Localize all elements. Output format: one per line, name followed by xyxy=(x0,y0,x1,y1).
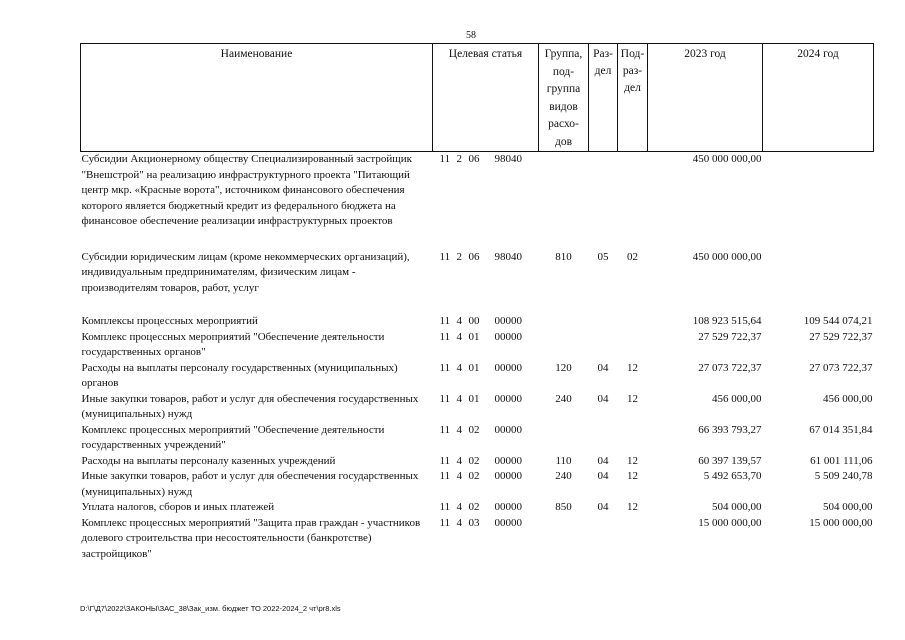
row-2023: 108 923 515,64 xyxy=(692,315,762,327)
target-code-part: 02 xyxy=(468,423,480,436)
row-2023: 450 000 000,00 xyxy=(692,250,762,263)
row-name: Иные закупки товаров, работ и услуг для обеспечения государственных (муниципальных) нужд xyxy=(81,470,419,498)
row-name: Расходы на выплаты персоналу казенных учреждений xyxy=(81,454,336,467)
row-2023: 5 492 653,70 xyxy=(703,470,762,482)
target-code-part: 4 xyxy=(456,361,462,374)
row-name: Уплата налогов, сборов и иных платежей xyxy=(81,501,275,513)
header-section: Раз- дел xyxy=(589,44,618,152)
row-subsection xyxy=(618,423,648,454)
target-code-part: 4 xyxy=(456,501,462,513)
row-group: 120 xyxy=(555,361,572,374)
row-name: Субсидии юридическим лицам (кроме некоммерческих организаций), индивидуальным предпринимателям, физическим лицам - производителям товаров, работ, услуг xyxy=(81,250,410,294)
target-code-part: 4 xyxy=(456,392,462,405)
target-code-part: 00 xyxy=(468,315,480,327)
row-group xyxy=(539,330,589,361)
row-group: 810 xyxy=(555,250,572,263)
row-group xyxy=(539,152,589,230)
target-code-part: 4 xyxy=(456,470,462,482)
row-2023: 450 000 000,00 xyxy=(692,153,762,165)
row-spacer-cell xyxy=(81,296,874,314)
row-section xyxy=(589,516,618,563)
row-spacer xyxy=(81,230,874,250)
target-code-part: 00000 xyxy=(494,470,522,482)
target-code-part: 11 xyxy=(439,250,451,263)
target-code-part: 06 xyxy=(468,250,480,263)
table-row xyxy=(81,469,874,500)
row-section: 04 xyxy=(597,454,609,467)
table-body xyxy=(81,152,874,563)
row-2024: 109 544 074,21 xyxy=(803,315,873,327)
target-code-part: 11 xyxy=(439,454,451,467)
row-name: Иные закупки товаров, работ и услуг для обеспечения государственных (муниципальных) нужд xyxy=(81,392,419,420)
row-subsection: 12 xyxy=(627,501,638,513)
target-code-part: 11 xyxy=(439,315,451,327)
target-code-part: 4 xyxy=(456,423,462,436)
row-subsection xyxy=(618,314,648,330)
table-row xyxy=(81,152,874,230)
row-2024: 27 529 722,37 xyxy=(809,330,873,343)
row-section: 05 xyxy=(597,250,609,263)
table-row xyxy=(81,314,874,330)
row-2023: 66 393 793,27 xyxy=(698,423,762,436)
target-code-part: 98040 xyxy=(494,153,522,165)
target-code-part: 00000 xyxy=(494,392,522,405)
row-2024: 61 001 111,06 xyxy=(810,454,873,467)
row-2024: 504 000,00 xyxy=(823,501,873,513)
row-2024: 67 014 351,84 xyxy=(809,423,873,436)
row-2024 xyxy=(763,250,874,297)
row-target-code xyxy=(433,500,539,516)
row-2024: 15 000 000,00 xyxy=(809,516,873,529)
row-target-code xyxy=(433,152,539,230)
header-2023: 2023 год xyxy=(648,44,763,152)
table-header-row xyxy=(81,44,874,152)
row-target-code xyxy=(433,469,539,500)
row-section: 04 xyxy=(597,501,609,513)
target-code-part: 2 xyxy=(456,153,462,165)
row-target-code xyxy=(433,330,539,361)
target-code-part: 00000 xyxy=(494,315,522,327)
target-code-part: 01 xyxy=(468,330,480,343)
table-row xyxy=(81,423,874,454)
row-group: 240 xyxy=(555,470,572,482)
row-2023: 504 000,00 xyxy=(712,501,762,513)
row-group xyxy=(539,423,589,454)
target-code-part: 11 xyxy=(439,392,451,405)
row-section xyxy=(589,330,618,361)
row-target-code xyxy=(433,392,539,423)
target-code-part: 11 xyxy=(439,501,451,513)
target-code-part: 11 xyxy=(439,516,451,529)
row-section xyxy=(589,314,618,330)
row-subsection xyxy=(618,516,648,563)
row-name: Комплексы процессных мероприятий xyxy=(81,315,258,327)
row-section xyxy=(589,152,618,230)
row-2023: 60 397 139,57 xyxy=(698,454,762,467)
target-code-part: 11 xyxy=(439,361,451,374)
page-number: 58 xyxy=(466,30,476,41)
row-group: 110 xyxy=(555,454,572,467)
table-row xyxy=(81,500,874,516)
row-2023: 27 529 722,37 xyxy=(698,330,762,343)
row-name: Комплекс процессных мероприятий "Обеспечение деятельности государственных учреждений" xyxy=(81,423,385,451)
row-group xyxy=(539,314,589,330)
target-code-part: 00000 xyxy=(494,516,522,529)
target-code-part: 02 xyxy=(468,454,480,467)
row-target-code xyxy=(433,454,539,470)
row-name: Комплекс процессных мероприятий "Обеспечение деятельности государственных органов" xyxy=(81,330,385,358)
table-row xyxy=(81,330,874,361)
target-code-part: 4 xyxy=(456,330,462,343)
row-subsection xyxy=(618,330,648,361)
row-2024 xyxy=(763,152,874,230)
row-section: 04 xyxy=(597,392,609,405)
row-target-code xyxy=(433,423,539,454)
row-target-code xyxy=(433,516,539,563)
row-subsection: 12 xyxy=(627,392,638,405)
budget-table xyxy=(80,43,874,562)
footer-file-path: D:\Г\Д7\2022\ЗАКОНЫ\ЗАС_38\Зак_изм. бюджет ТО 2022-2024_2 чт\pr8.xls xyxy=(80,604,341,613)
target-code-part: 00000 xyxy=(494,501,522,513)
row-subsection xyxy=(618,152,648,230)
target-code-part: 00000 xyxy=(494,330,522,343)
row-section xyxy=(589,423,618,454)
target-code-part: 02 xyxy=(468,470,480,482)
row-spacer xyxy=(81,296,874,314)
header-name: Наименование xyxy=(81,44,433,152)
row-name: Субсидии Акционерному обществу Специализированный застройщик "Внешстрой" на реализацию инфраструктурного проекта "Питающий центр мкр. «Красные ворота", источником финансового обеспечения которого является бюджетный кредит из федерального бюджета на финансовое обеспечение реализации инфраструктурных проектов xyxy=(81,153,412,227)
header-subsection: Под- раз- дел xyxy=(618,44,648,152)
row-group xyxy=(539,516,589,563)
row-subsection: 02 xyxy=(627,250,638,263)
row-subsection: 12 xyxy=(627,361,638,374)
row-name: Комплекс процессных мероприятий "Защита прав граждан - участников долевого строительства при несостоятельности (банкротстве) застройщиков" xyxy=(81,516,421,560)
row-group: 850 xyxy=(555,501,572,513)
row-group: 240 xyxy=(555,392,572,405)
target-code-part: 06 xyxy=(468,153,480,165)
table-row xyxy=(81,361,874,392)
row-target-code xyxy=(433,314,539,330)
row-section: 04 xyxy=(597,361,609,374)
target-code-part: 11 xyxy=(439,330,451,343)
target-code-part: 00000 xyxy=(494,423,522,436)
row-subsection: 12 xyxy=(627,454,638,467)
row-name: Расходы на выплаты персоналу государственных (муниципальных) органов xyxy=(81,361,398,389)
target-code-part: 4 xyxy=(456,454,462,467)
row-target-code xyxy=(433,361,539,392)
target-code-part: 2 xyxy=(456,250,462,263)
row-target-code xyxy=(433,250,539,297)
table-row xyxy=(81,250,874,297)
row-2023: 15 000 000,00 xyxy=(698,516,762,529)
row-section: 04 xyxy=(597,470,609,482)
row-2023: 456 000,00 xyxy=(712,392,762,405)
row-2024: 5 509 240,78 xyxy=(814,470,873,482)
row-2023: 27 073 722,37 xyxy=(698,361,762,374)
header-target: Целевая статья xyxy=(433,44,539,152)
target-code-part: 01 xyxy=(468,392,480,405)
row-spacer-cell xyxy=(81,230,874,250)
target-code-part: 4 xyxy=(456,315,462,327)
target-code-part: 00000 xyxy=(494,454,522,467)
target-code-part: 4 xyxy=(456,516,462,529)
target-code-part: 11 xyxy=(439,153,451,165)
row-subsection: 12 xyxy=(627,470,638,482)
row-2024: 27 073 722,37 xyxy=(809,361,873,374)
target-code-part: 02 xyxy=(468,501,480,513)
target-code-part: 03 xyxy=(468,516,480,529)
table-row xyxy=(81,454,874,470)
target-code-part: 00000 xyxy=(494,361,522,374)
target-code-part: 11 xyxy=(439,470,451,482)
target-code-part: 98040 xyxy=(494,250,522,263)
target-code-part: 01 xyxy=(468,361,480,374)
header-2024: 2024 год xyxy=(763,44,874,152)
target-code-part: 11 xyxy=(439,423,451,436)
table-row xyxy=(81,516,874,563)
table-row xyxy=(81,392,874,423)
header-group: Группа, под- группа видов расхо- дов xyxy=(539,44,589,152)
row-2024: 456 000,00 xyxy=(823,392,873,405)
